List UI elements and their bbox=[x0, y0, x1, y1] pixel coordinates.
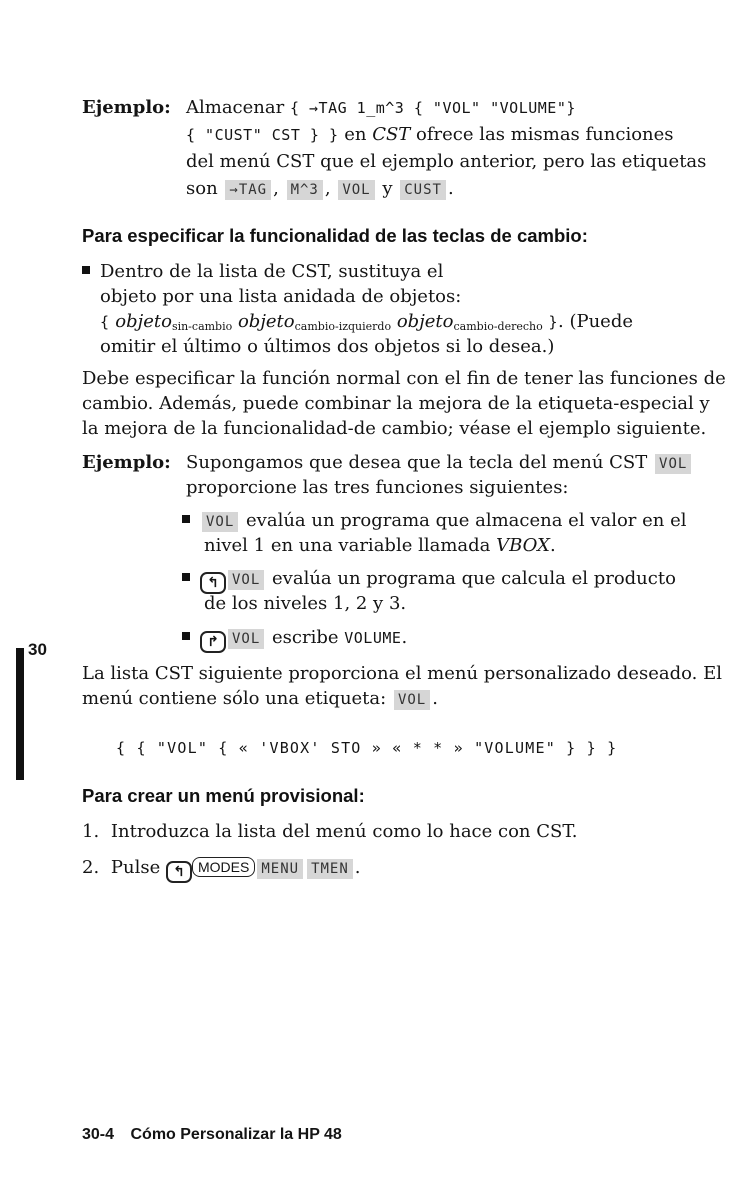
bullet-text: escribe bbox=[266, 627, 345, 648]
bullet-icon bbox=[182, 632, 190, 640]
page-footer bbox=[82, 1126, 342, 1144]
bullet-icon bbox=[182, 573, 190, 581]
example1-line3: del menú CST que el ejemplo anterior, pero las etiquetas bbox=[186, 151, 707, 172]
step-number: 2. bbox=[82, 857, 100, 878]
obj-sub: cambio-izquierdo bbox=[294, 320, 392, 333]
example1-text: Almacenar bbox=[186, 97, 290, 118]
para1-line2: cambio. Además, puede combinar la mejora de la etiqueta-especial y bbox=[82, 393, 710, 414]
example1-text3: ofrece las mismas funciones bbox=[410, 124, 674, 145]
chapter-thumb-bar bbox=[16, 648, 24, 780]
example2-bullet3 bbox=[182, 626, 407, 653]
bullet1-line4: omitir el último o últimos dos objetos si lo desea.) bbox=[100, 336, 555, 357]
example2-bullet2 bbox=[182, 567, 676, 594]
menu-key-tmen: TMEN bbox=[307, 859, 353, 879]
section-heading-temp-menu: Para crear un menú provisional: bbox=[82, 785, 365, 806]
menu-key-vol: VOL bbox=[228, 570, 264, 590]
para2-line2 bbox=[82, 687, 438, 711]
obj-sub: cambio-derecho bbox=[453, 320, 543, 333]
menu-key-tag: →TAG bbox=[225, 180, 271, 200]
example2-bullet1-line2 bbox=[204, 534, 556, 558]
menu-key-menu: MENU bbox=[257, 859, 303, 879]
menu-key-vol: VOL bbox=[394, 690, 430, 710]
chapter-number: 30 bbox=[28, 640, 47, 659]
modes-key: MODES bbox=[192, 857, 255, 877]
sep: , bbox=[273, 178, 285, 199]
step-number: 1. bbox=[82, 821, 100, 842]
bullet-item bbox=[82, 260, 443, 284]
example2-bullet1 bbox=[182, 509, 687, 533]
bullet1-tail: . (Puede bbox=[558, 311, 634, 332]
period: . bbox=[447, 178, 454, 199]
example2-bullet2-line2: de los niveles 1, 2 y 3. bbox=[204, 593, 407, 614]
sep: y bbox=[376, 178, 399, 199]
obj-name: objeto bbox=[396, 311, 454, 332]
step-text: Introduzca la lista del menú como lo hace con CST. bbox=[110, 821, 578, 842]
para2-text: menú contiene sólo una etiqueta: bbox=[82, 688, 392, 709]
menu-key-vol: VOL bbox=[228, 629, 264, 649]
step-text: Pulse bbox=[110, 857, 166, 878]
obj-name: objeto bbox=[237, 311, 295, 332]
example1-line2 bbox=[186, 123, 674, 147]
code-volume: VOLUME bbox=[344, 629, 402, 647]
example-label: Ejemplo: bbox=[82, 97, 171, 118]
period: . bbox=[549, 535, 556, 556]
menu-key-cust: CUST bbox=[400, 180, 446, 200]
period: . bbox=[401, 627, 408, 648]
right-shift-key-icon: ↱ bbox=[200, 631, 226, 653]
bullet1-line2: objeto por una lista anidada de objetos: bbox=[100, 286, 462, 307]
period: . bbox=[354, 857, 361, 878]
sep: , bbox=[324, 178, 337, 199]
obj-name: objeto bbox=[115, 311, 172, 332]
example2-line1 bbox=[186, 451, 693, 475]
menu-key-m3: M^3 bbox=[287, 180, 323, 200]
example-label: Ejemplo: bbox=[82, 452, 171, 473]
bullet-icon bbox=[182, 515, 190, 523]
period: . bbox=[432, 688, 438, 709]
para1-line1: Debe especificar la función normal con el fin de tener las funciones de bbox=[82, 368, 726, 389]
left-shift-key-icon: ↰ bbox=[200, 572, 226, 594]
brace: } bbox=[548, 313, 559, 331]
section-heading-shift: Para especificar la funcionalidad de las teclas de cambio: bbox=[82, 225, 588, 246]
example1-line1 bbox=[186, 96, 576, 120]
step-2 bbox=[82, 856, 361, 883]
bullet-text: nivel 1 en una variable llamada bbox=[204, 535, 497, 556]
bullet1-line1: Dentro de la lista de CST, sustituya el bbox=[100, 261, 444, 282]
step-1 bbox=[82, 820, 577, 844]
menu-key-vol: VOL bbox=[655, 454, 691, 474]
para2-line1: La lista CST siguiente proporciona el menú personalizado deseado. El bbox=[82, 663, 722, 684]
variable-name: VBOX bbox=[496, 535, 550, 556]
bullet-icon bbox=[82, 266, 90, 274]
chapter-title: Cómo Personalizar la HP 48 bbox=[130, 1126, 342, 1143]
example1-line4 bbox=[186, 177, 454, 201]
example2-line2: proporcione las tres funciones siguientes: bbox=[186, 477, 569, 498]
left-shift-key-icon: ↰ bbox=[166, 861, 192, 883]
example1-text2: en bbox=[338, 124, 373, 145]
example1-code: { →TAG 1_m^3 { "VOL" "VOLUME"} bbox=[289, 99, 576, 117]
menu-key-vol: VOL bbox=[202, 512, 238, 532]
menu-key-vol: VOL bbox=[338, 180, 374, 200]
para1-line3: la mejora de la funcionalidad-de cambio; véase el ejemplo siguiente. bbox=[82, 418, 707, 439]
obj-sub: sin-cambio bbox=[171, 320, 233, 333]
example1-son: son bbox=[186, 178, 224, 199]
example1-cst: CST bbox=[372, 124, 411, 145]
example1-code2: { "CUST" CST } } bbox=[186, 126, 339, 144]
bullet-text: evalúa un programa que calcula el producto bbox=[266, 568, 676, 589]
cst-code-listing: { { "VOL" { « 'VBOX' STO » « * * » "VOLUME" } } } bbox=[116, 739, 618, 757]
example2-text: Supongamos que desea que la tecla del menú CST bbox=[186, 452, 648, 473]
bullet-text: evalúa un programa que almacena el valor en el bbox=[240, 510, 687, 531]
brace: { bbox=[100, 313, 110, 331]
page-number: 30-4 bbox=[82, 1126, 115, 1143]
